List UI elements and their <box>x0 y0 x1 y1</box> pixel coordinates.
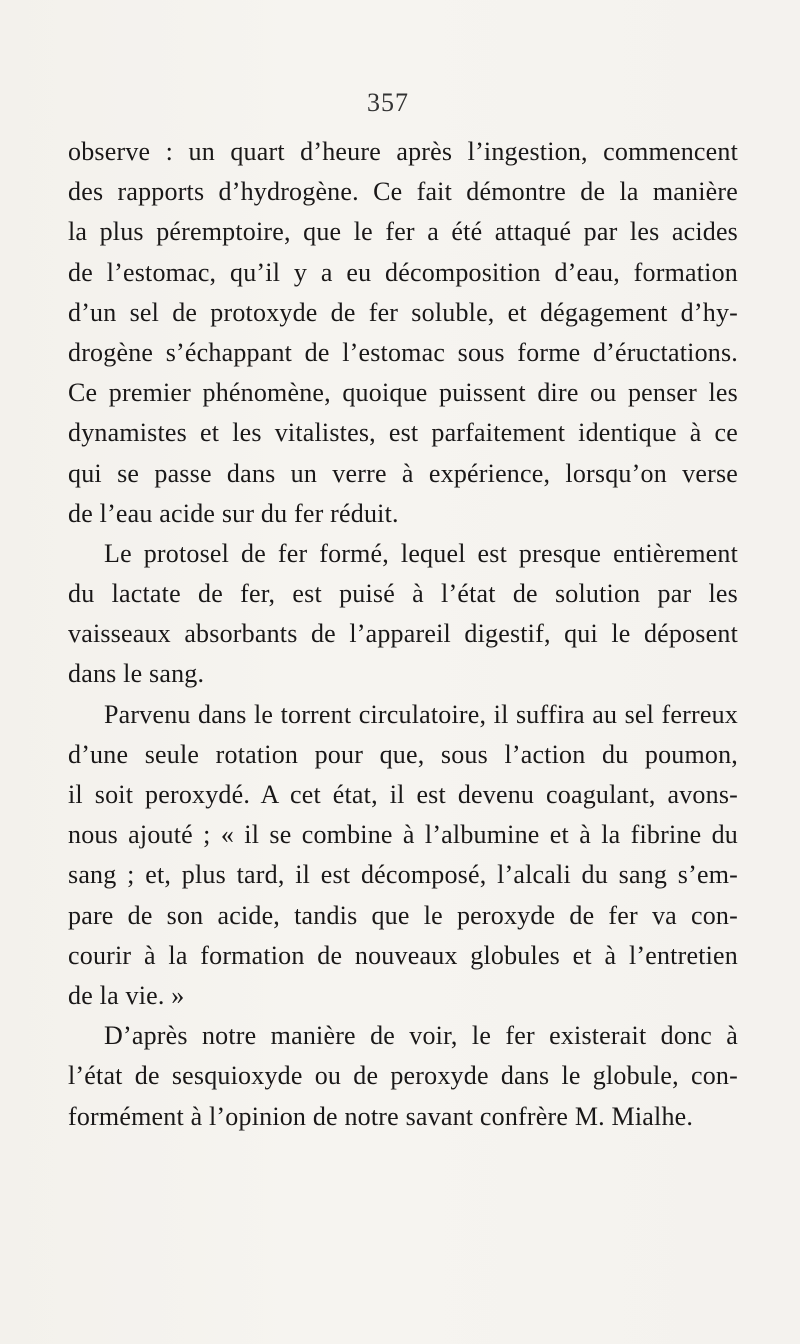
text-line: dynamistes et les vitalistes, est parfaitement identique à ce <box>68 418 738 448</box>
body-text <box>68 132 738 1137</box>
text-line: pare de son acide, tandis que le peroxyde de fer va con- <box>68 900 738 930</box>
text-line: nous ajouté ; « il se combine à l’albumine et à la fibrine du <box>68 820 738 850</box>
text-line: de l’eau acide sur du fer réduit. <box>68 498 399 528</box>
text-line: d’une seule rotation pour que, sous l’action du poumon, <box>68 739 738 769</box>
text-line: de la vie. » <box>68 980 185 1010</box>
text-line: l’état de sesquioxyde ou de peroxyde dans le globule, con- <box>68 1061 738 1091</box>
text-line: Parvenu dans le torrent circulatoire, il suffira au sel ferreux <box>104 699 738 729</box>
text-line: sang ; et, plus tard, il est décomposé, l’alcali du sang s’em- <box>68 860 738 890</box>
text-line: dans le sang. <box>68 659 205 689</box>
text-line: d’un sel de protoxyde de fer soluble, et dégagement d’hy- <box>68 297 738 327</box>
paragraph-4 <box>68 1016 738 1137</box>
text-line: la plus péremptoire, que le fer a été attaqué par les acides <box>68 217 738 247</box>
text-line: Le protosel de fer formé, lequel est presque entièrement <box>104 538 738 568</box>
text-line: formément à l’opinion de notre savant confrère M. Mialhe. <box>68 1101 694 1131</box>
text-line: drogène s’échappant de l’estomac sous forme d’éructations. <box>68 337 738 367</box>
text-line: il soit peroxydé. A cet état, il est devenu coagulant, avons- <box>68 780 738 809</box>
text-line: observe : un quart d’heure après l’ingestion, commencent <box>68 137 738 166</box>
text-line: Ce premier phénomène, quoique puissent dire ou penser les <box>68 378 738 408</box>
paragraph-2 <box>68 534 738 695</box>
text-line: qui se passe dans un verre à expérience, lorsqu’on verse <box>68 458 738 488</box>
text-line: du lactate de fer, est puisé à l’état de solution par les <box>68 579 738 609</box>
paragraph-1 <box>68 132 738 534</box>
page-number: 357 <box>367 88 409 117</box>
text-line: courir à la formation de nouveaux globules et à l’entretien <box>68 940 738 970</box>
text-line: vaisseaux absorbants de l’appareil digestif, qui le déposent <box>68 619 738 649</box>
text-line: D’après notre manière de voir, le fer existerait donc à <box>104 1021 738 1051</box>
text-line: de l’estomac, qu’il y a eu décomposition d’eau, formation <box>68 257 738 287</box>
text-line: des rapports d’hydrogène. Ce fait démontre de la manière <box>68 177 738 207</box>
paragraph-3 <box>68 695 738 1017</box>
